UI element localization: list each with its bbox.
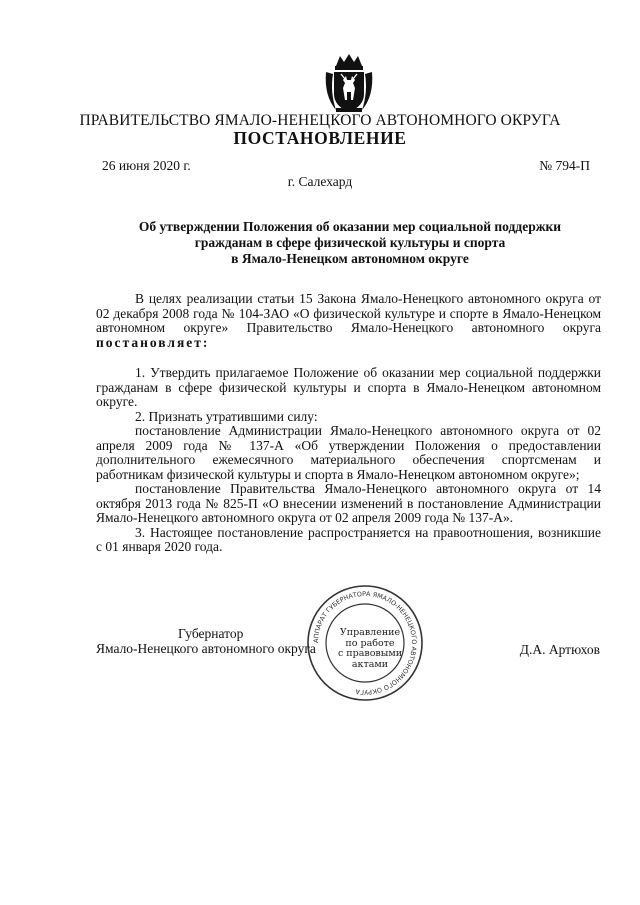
title-line: в Ямало-Ненецком автономном округе xyxy=(231,251,469,266)
organization-name: ПРАВИТЕЛЬСТВО ЯМАЛО-НЕНЕЦКОГО АВТОНОМНОГО ОКРУГА xyxy=(79,112,561,129)
title-line: гражданам в сфере физической культуры и спорта xyxy=(194,235,506,250)
resolution-items xyxy=(96,366,601,555)
stamp-line: Управление xyxy=(339,627,401,638)
decree-word: постановляет: xyxy=(96,334,210,350)
document-city: г. Салехард xyxy=(287,174,353,189)
stamp-line: с правовыми xyxy=(337,648,403,659)
list-item: постановление Правительства Ямало-Ненецкого автономного округа от 14 октября 2013 года № 825-П «О внесении изменений в постановление Администрации Ямало-Ненецкого автономного округа от 02 апреля 2009 года № 137-А». xyxy=(96,481,601,525)
signatory-title-line1: Губернатор xyxy=(178,626,244,641)
list-item: постановление Администрации Ямало-Ненецкого автономного округа от 02 апреля 2009 года № 137-А «Об утверждении Положения о предоставлении дополнительного ежемесячного материального обеспечения спортсменам и работникам физической культуры и спорта в Ямало-Ненецком автономном округе»; xyxy=(96,423,601,482)
stamp-line: актами xyxy=(351,658,389,670)
yamal-coat-of-arms-icon xyxy=(324,52,374,114)
signatory-title xyxy=(96,627,346,656)
signatory-title-line2: Ямало-Ненецкого автономного округа xyxy=(96,640,316,656)
preamble-paragraph xyxy=(96,292,601,350)
signatory-name: Д.А. Артюхов xyxy=(519,642,600,657)
stamp-ring-text: АППАРАТ ГУБЕРНАТОРА ЯМАЛО-НЕНЕЦКОГО АВТОНОМНОГО ОКРУГА xyxy=(311,589,419,697)
stamp-line: по работе xyxy=(345,637,395,649)
document-number: № 794-П xyxy=(539,158,590,173)
preamble-text: В целях реализации статьи 15 Закона Ямало-Ненецкого автономного округа от 02 декабря 2008 года № 104-ЗАО «О физической культуре и спорте в Ямало-Ненецком автономном округе» Правительство Ямало-Ненецкого автономного округа xyxy=(96,291,601,335)
document-date: 26 июня 2020 г. xyxy=(102,158,191,173)
list-item: 2. Признать утратившими силу: xyxy=(135,408,318,424)
document-title xyxy=(100,219,600,267)
list-item: 1. Утвердить прилагаемое Положение об оказании мер социальной поддержки гражданам в сфере физической культуры и спорта в Ямало-Ненецком автономном округе. xyxy=(96,365,601,409)
document-type: ПОСТАНОВЛЕНИЕ xyxy=(233,128,407,148)
list-item: 3. Настоящее постановление распространяется на правоотношения, возникшие с 01 января 2020 года. xyxy=(96,524,601,554)
title-line: Об утверждении Положения об оказании мер социальной поддержки xyxy=(138,219,562,234)
